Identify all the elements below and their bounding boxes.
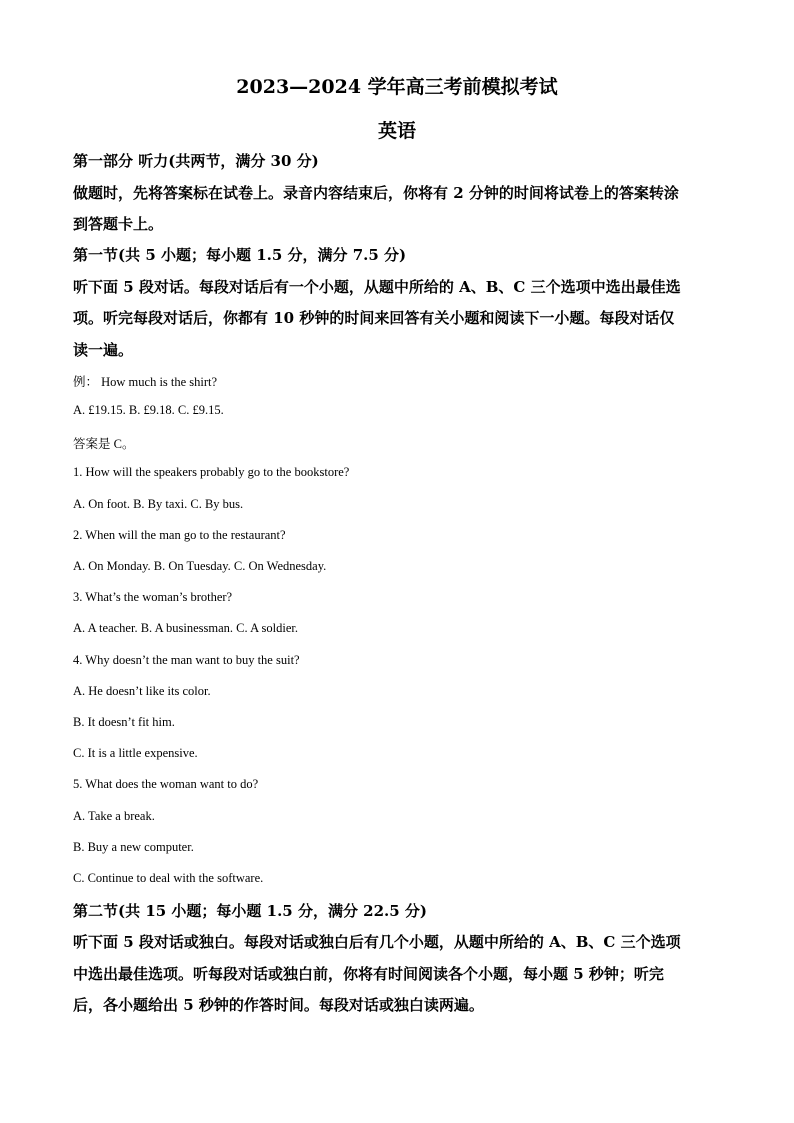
question-stem: 5. What does the woman want to do?	[73, 777, 259, 791]
question-stem: 3. What’s the woman’s brother?	[73, 590, 233, 604]
question-options: A. On Monday. B. On Tuesday. C. On Wednesday.	[73, 559, 327, 573]
example-answer: 答案是 C。	[73, 437, 135, 451]
question-options: A. On foot. B. By taxi. C. By bus.	[73, 497, 244, 511]
exam-subject: 英语	[377, 120, 416, 142]
question-option: B. Buy a new computer.	[73, 840, 194, 854]
question-option: A. He doesn’t like its color.	[73, 684, 211, 698]
section2-instruction-line: 后，各小题给出 5 秒钟的作答时间。每段对话或独白读两遍。	[73, 996, 484, 1014]
question-stem: 2. When will the man go to the restaurant?	[73, 528, 286, 542]
example-options: A. £19.15. B. £9.18. C. £9.15.	[73, 403, 224, 417]
question-option: B. It doesn’t fit him.	[73, 715, 175, 729]
question-options: A. A teacher. B. A businessman. C. A soldier.	[73, 621, 298, 635]
section2-instruction-line: 中选出最佳选项。听每段对话或独白前，你将有时间阅读各个小题，每小题 5 秒钟；听完	[73, 965, 664, 983]
part1-instruction-line: 做题时，先将答案标在试卷上。录音内容结束后，你将有 2 分钟的时间将试卷上的答案转涂	[73, 184, 679, 202]
section2-instruction-line: 听下面 5 段对话或独白。每段对话或独白后有几个小题，从题中所给的 A、B、C 三个选项	[73, 933, 681, 951]
question-option: A. Take a break.	[73, 809, 155, 823]
section1-instruction-line: 听下面 5 段对话。每段对话后有一个小题，从题中所给的 A、B、C 三个选项中选出最佳选	[73, 278, 681, 296]
section1-instruction-line: 项。听完每段对话后，你都有 10 秒钟的时间来回答有关小题和阅读下一小题。每段对话仅	[73, 309, 675, 327]
exam-title: 2023—2024 学年高三考前模拟考试	[236, 76, 558, 98]
section1-instruction-line: 读一遍。	[73, 341, 134, 359]
section2-heading: 第二节(共 15 小题；每小题 1.5 分，满分 22.5 分)	[73, 902, 428, 920]
section1-heading: 第一节(共 5 小题；每小题 1.5 分，满分 7.5 分)	[73, 246, 407, 264]
example-question: 例： How much is the shirt?	[73, 375, 218, 389]
question-option: C. Continue to deal with the software.	[73, 871, 264, 885]
question-option: C. It is a little expensive.	[73, 746, 198, 760]
part1-heading: 第一部分 听力(共两节，满分 30 分)	[73, 152, 319, 170]
question-stem: 1. How will the speakers probably go to the bookstore?	[73, 465, 350, 479]
question-stem: 4. Why doesn’t the man want to buy the suit?	[73, 653, 300, 667]
part1-instruction-line: 到答题卡上。	[73, 215, 164, 233]
